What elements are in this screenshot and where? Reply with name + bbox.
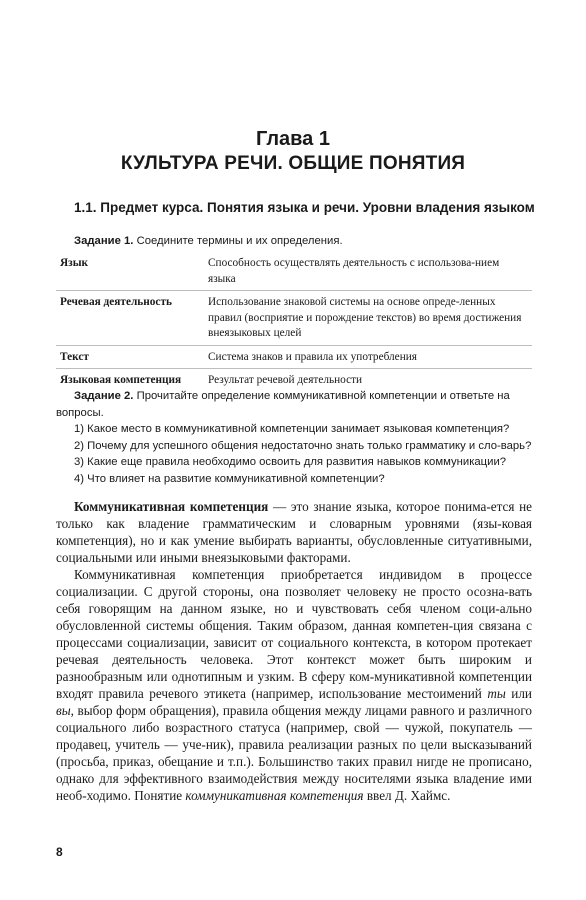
paragraph-main: [56, 566, 532, 804]
task-2-instruction: [56, 388, 532, 421]
terms-table: [56, 252, 532, 392]
question-item: 2) Почему для успешного общения недостаточно знать только грамматику и сло-варь?: [74, 439, 532, 452]
italic-word: вы: [56, 703, 71, 718]
term-cell: Речевая деятельность: [60, 296, 172, 308]
definition-cell: Использование знаковой системы на основе опреде-ленных правил (восприятие и порождение текстов) во время достижения внеязыковых целей: [208, 296, 522, 339]
task-2-label: Задание 2.: [74, 390, 134, 402]
paragraph-text: ввел Д. Хаймс.: [363, 788, 451, 803]
task-2-block: [56, 388, 532, 487]
page-number: 8: [56, 845, 63, 859]
task-1-label: Задание 1.: [74, 235, 134, 247]
table-row: [56, 345, 532, 369]
chapter-title: КУЛЬТУРА РЕЧИ. ОБЩИЕ ПОНЯТИЯ: [120, 153, 466, 174]
task-1-instruction: [74, 233, 550, 250]
definition-cell: Способность осуществлять деятельность с использова-нием языка: [208, 257, 500, 285]
italic-term: коммуникативная компетенция: [185, 788, 364, 803]
term-communicative-competence: Коммуникативная компетенция: [74, 499, 269, 514]
body-text: [56, 498, 532, 804]
question-item: 4) Что влияет на развитие коммуникативной компетенции?: [74, 472, 385, 485]
definition-cell: Результат речевой деятельности: [208, 374, 363, 386]
definition-cell: Система знаков и правила их употребления: [208, 350, 417, 363]
italic-word: ты: [487, 686, 506, 701]
task-1-text: Соедините термины и их определения.: [133, 235, 343, 247]
question-item: 1) Какое место в коммуникативной компетенции занимает языковая компетенция?: [74, 423, 510, 435]
task-2-text: Прочитайте определение коммуникативной компетенции и ответьте на вопросы.: [56, 390, 510, 419]
chapter-number: Глава 1: [255, 128, 330, 150]
table-row: [56, 252, 532, 291]
paragraph-text: — это знание языка, которое понима-ется не только как владение грамматическим и словарным уровнями (язы-ковая компетенция), но и как умение выбирать варианты, обусловленные ситуативными, социальными или иными внеязыковыми факторами.: [56, 499, 532, 565]
paragraph-text: Коммуникативная компетенция приобретается индивидом в процессе социализации. С другой стороны, она позволяет человеку не просто осозна-вать себя говорящим на данном языке, но и чувствовать себя членом соци-ально обусловленной системы общения. Таким образом, данная компетен-ция связана с процессами социализации, зависит от социального контекста, в котором протекает речевая деятельность человека. Этот контекст может быть широким и разнообразным или однотипным и узким. В сферу ком-муникативной компетенции входят правила речевого этикета (например, использование местоимений: [56, 567, 532, 701]
paragraph-definition: [56, 498, 532, 566]
question-item: 3) Какие еще правила необходимо освоить для развития навыков коммуникации?: [74, 456, 507, 468]
term-cell: Языковая компетенция: [60, 374, 182, 386]
paragraph-text: , выбор форм обращения), правила общения между лицами равного и различного социального либо возрастного статуса (например, свой — чужой, покупатель — продавец, учитель — уче-ник), правила реализации разных по цели высказываний (просьба, приказ, обещание и т.п.). Большинство таких правил нигде не прописано, однако для эффективного взаимодействия между носителями языка владение ими необ-ходимо. Понятие: [56, 703, 532, 803]
term-cell: Текст: [60, 350, 89, 363]
section-heading: 1.1. Предмет курса. Понятия языка и речи. Уровни владения языком: [74, 200, 535, 215]
paragraph-text: или: [505, 686, 532, 701]
term-cell: Язык: [60, 257, 89, 269]
table-row: [56, 291, 532, 346]
